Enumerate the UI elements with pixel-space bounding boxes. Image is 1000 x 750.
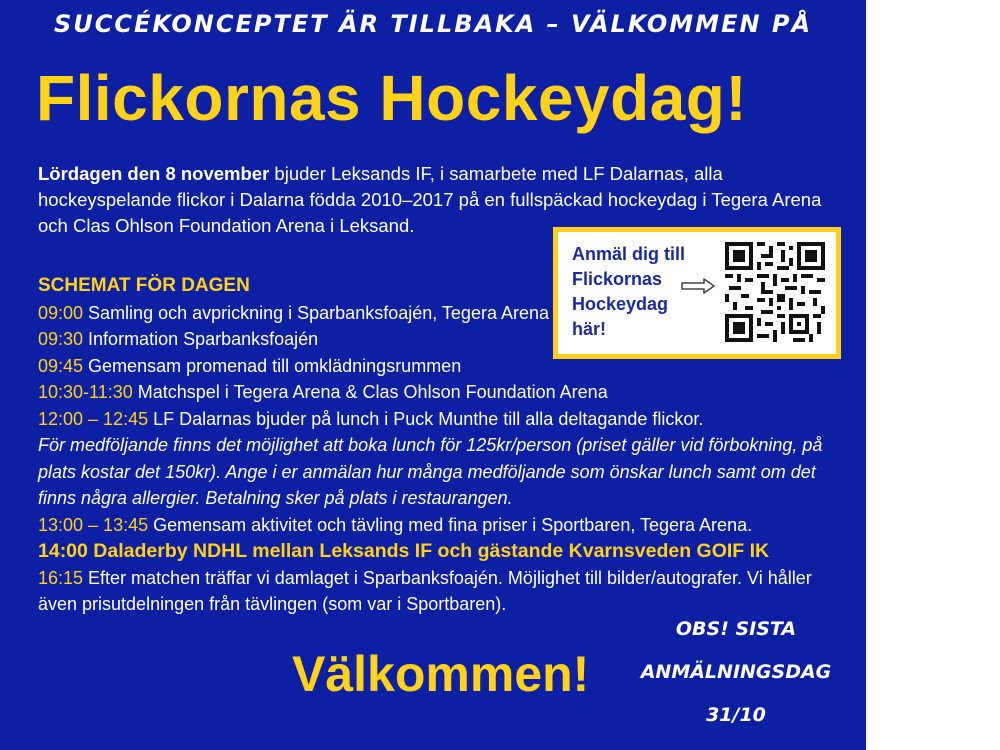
schedule-item: [38, 300, 838, 327]
schedule-text-continued: även prisutdelningen från tävlingen (som var i Sportbaren).: [38, 594, 507, 614]
schedule-item: [38, 512, 838, 539]
schedule-time: 10:30-11:30: [38, 382, 133, 402]
schedule-text: Matchspel i Tegera Arena & Clas Ohlson Foundation Arena: [132, 382, 608, 402]
intro-date: Lördagen den 8 november: [38, 163, 270, 184]
intro-text: bjuder Leksands IF, i samarbete med LF Dalarnas, alla hockeyspelande flickor i Dalarna födda 2010–2017 på en fullspäckad hockeydag i Tegera Arena och Clas Ohlson Foundation Arena i Leksand.: [38, 163, 822, 236]
schedule-item: [38, 379, 838, 406]
schedule-text: LF Dalarnas bjuder på lunch i Puck Munthe till alla deltagande flickor.: [148, 408, 704, 429]
welcome-text: Välkommen!: [292, 646, 590, 702]
signup-line: här!: [572, 319, 607, 339]
deadline-date: 31/10: [706, 704, 766, 726]
schedule: [38, 273, 838, 618]
schedule-time: 09:30: [38, 329, 84, 349]
schedule-item: [38, 565, 838, 592]
deadline-line: ANMÄLNINGSDAG: [640, 661, 832, 683]
schedule-time: 13:00 – 13:45: [38, 514, 149, 535]
poster-title: Flickornas Hockeydag!: [36, 62, 748, 134]
schedule-item: [38, 406, 838, 433]
signup-line: Anmäl dig till: [572, 244, 686, 264]
deadline-note: [636, 608, 836, 737]
signup-line: Flickornas: [572, 269, 663, 289]
schedule-text: Gemensam aktivitet och tävling med fina priser i Sportbaren, Tegera Arena.: [148, 514, 753, 535]
schedule-text: Samling och avprickning i Sparbanksfoajén, Tegera Arena: [83, 302, 549, 323]
match-highlight: 14:00 Daladerby NDHL mellan Leksands IF och gästande Kvarnsveden GOIF IK: [38, 540, 770, 562]
schedule-time: 09:45: [38, 355, 84, 376]
schedule-time: 09:00: [38, 302, 84, 323]
deadline-line: OBS! SISTA: [675, 618, 797, 640]
signup-line: Hockeydag: [572, 294, 669, 314]
schedule-item: [38, 353, 838, 380]
schedule-item: [38, 326, 838, 353]
schedule-text: Efter matchen träffar vi damlaget i Sparbanksfoajén. Möjlighet till bilder/autografer. Vi håller: [83, 567, 812, 588]
schedule-text: Information Sparbanksfoajén: [83, 329, 319, 349]
schedule-text: Gemensam promenad till omklädningsrummen: [83, 355, 462, 376]
schedule-time: 12:00 – 12:45: [38, 408, 149, 429]
tagline: SUCCÉKONCEPTET ÄR TILLBAKA – VÄLKOMMEN PÅ: [53, 10, 813, 38]
schedule-heading: SCHEMAT FÖR DAGEN: [38, 275, 250, 296]
lunch-note: För medföljande finns det möjlighet att boka lunch för 125kr/person (priset gäller vid förbokning, på plats kostar det 150kr). Ange i er anmälan hur många medföljande som önskar lunch samt om det finns några allergier. Betalning sker på plats i restaurangen.: [38, 435, 823, 508]
schedule-time: 16:15: [38, 567, 84, 588]
